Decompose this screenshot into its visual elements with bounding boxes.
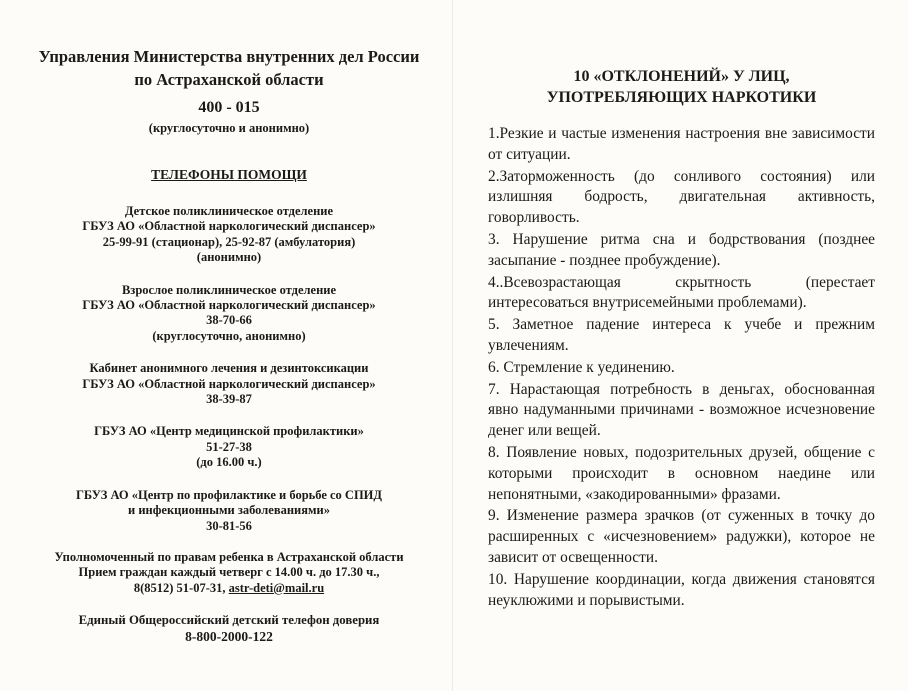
trust-line-number: 8-800-2000-122 [185, 629, 273, 645]
deviation-item: 10. Нарушение координации, когда движения становятся неуклюжими и порывистыми. [488, 570, 875, 609]
contact-line: Взрослое поликлиническое отделение [121, 282, 337, 297]
organization-title [12, 45, 446, 91]
contact-line: ГБУЗ АО «Центр по профилактике и борьбе со СПИД [75, 487, 383, 502]
right-panel [488, 66, 875, 611]
deviations-title-line: 10 «ОТКЛОНЕНИЙ» У ЛИЦ, [573, 68, 790, 85]
contact-line: (круглосуточно, анонимно) [152, 328, 306, 343]
contact-line: ГБУЗ АО «Областной наркологический диспансер» [82, 298, 376, 313]
contact-line: Детское поликлиническое отделение [124, 204, 334, 218]
contact-block [12, 361, 446, 407]
deviation-item: 6. Стремление к уединению. [488, 358, 675, 376]
organization-title-line: по Астраханской области [134, 70, 324, 89]
deviations-title-line: УПОТРЕБЛЯЮЩИХ НАРКОТИКИ [546, 89, 817, 106]
ombudsman-email-link[interactable]: astr-deti@mail.ru [228, 580, 325, 595]
hotline-number: 400 - 015 [198, 99, 260, 116]
contact-block [12, 488, 446, 534]
contact-line: ГБУЗ АО «Областной наркологический диспансер» [82, 219, 376, 234]
deviation-item: 4..Всевозрастающая скрытность (перестает интересоваться внутрисемейными проблемами). [488, 273, 875, 312]
contact-line: 38-39-87 [206, 392, 252, 407]
contact-line: Кабинет анонимного лечения и дезинтоксикации [89, 361, 369, 376]
contact-line: ГБУЗ АО «Областной наркологический диспансер» [82, 376, 376, 391]
deviation-item: 7. Нарастающая потребность в деньгах, обоснованная явно надуманными причинами - возможное исчезновение денег или вещей. [488, 380, 875, 440]
contact-line: 25-99-91 (стационар), 25-92-87 (амбулатория) [102, 234, 356, 249]
deviation-item: 9. Изменение размера зрачков (от суженных в точку до расширенных с «исчезновением» радужки), которое не зависит от освещенности. [488, 507, 875, 566]
ombudsman-title: Уполномоченный по правам ребенка в Астраханской области [54, 549, 404, 564]
deviation-item: 5. Заметное падение интереса к учебе и прежним увлечениям. [488, 316, 875, 354]
contact-line: 38-70-66 [206, 313, 252, 328]
contact-line: (анонимно) [196, 250, 262, 265]
contact-block [12, 283, 446, 345]
help-phones-heading: ТЕЛЕФОНЫ ПОМОЩИ [151, 167, 307, 182]
deviation-item: 3. Нарушение ритма сна и бодрствования (позднее засыпание - позднее пробуждение). [488, 230, 875, 269]
deviation-item: 1.Резкие и частые изменения настроения вне зависимости от ситуации. [488, 125, 875, 163]
deviation-item: 8. Появление новых, подозрительных друзей, общение с которыми происходит в основном наедине или непонятными, «закодированными» фразами. [488, 443, 875, 503]
left-panel [12, 45, 446, 646]
deviation-item: 2.Заторможенность (до сонливого состояния) или излишняя бодрость, двигательная активность, говорливость. [488, 167, 875, 227]
contact-line: ГБУЗ АО «Центр медицинской профилактики» [94, 424, 364, 439]
contact-block [12, 424, 446, 470]
fold-line [452, 0, 453, 691]
contact-line: (до 16.00 ч.) [196, 455, 262, 470]
trust-line-label: Единый Общероссийский детский телефон доверия [78, 613, 380, 628]
ombudsman-block [12, 550, 446, 596]
deviations-title [488, 66, 875, 108]
organization-title-line: Управления Министерства внутренних дел России [38, 47, 420, 66]
contact-line: 30-81-56 [206, 518, 252, 533]
contact-line: 51-27-38 [206, 439, 252, 454]
hotline-note: (круглосуточно и анонимно) [148, 121, 310, 135]
contact-block [12, 204, 446, 266]
ombudsman-contacts [12, 581, 446, 596]
contact-line: и инфекционными заболеваниями» [128, 503, 330, 518]
ombudsman-phone: 8(8512) 51-07-31, [133, 580, 229, 595]
ombudsman-schedule: Прием граждан каждый четверг с 14.00 ч. до 17.30 ч., [78, 565, 380, 580]
